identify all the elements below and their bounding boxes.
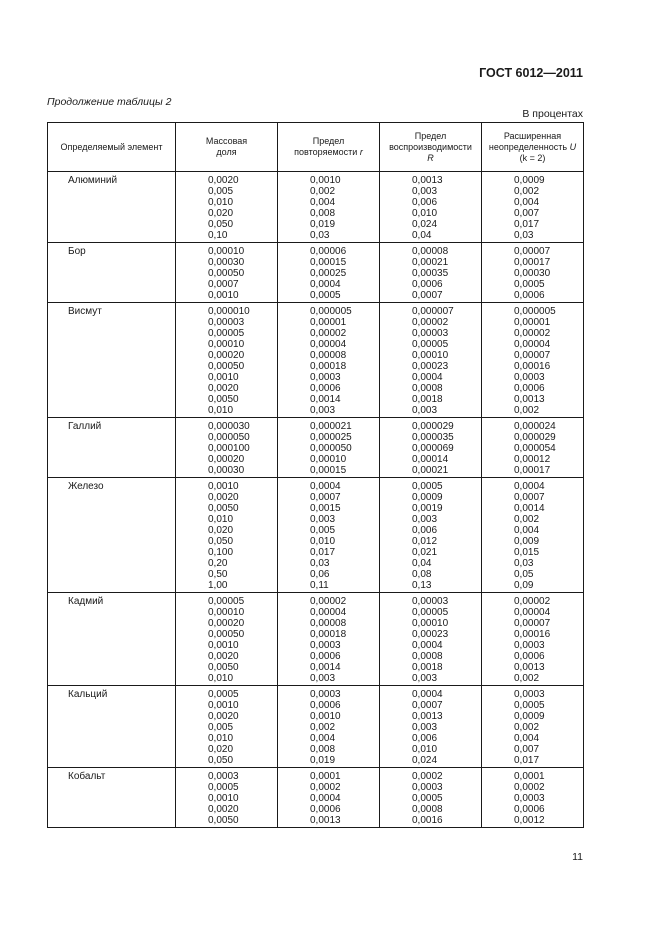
value: 0,0007 bbox=[310, 492, 341, 503]
value: 0,0004 bbox=[514, 481, 545, 492]
value: 0,000100 bbox=[208, 443, 250, 454]
value: 0,0003 bbox=[514, 372, 545, 383]
value: 0,003 bbox=[412, 405, 438, 416]
value: 0,00050 bbox=[208, 268, 245, 279]
value: 0,0005 bbox=[310, 290, 341, 301]
value: 0,00001 bbox=[310, 317, 347, 328]
header-repeatability-limit: Предел повторяемости r bbox=[278, 123, 380, 172]
value: 0,0020 bbox=[208, 711, 239, 722]
value: 0,04 bbox=[412, 230, 432, 241]
value: 0,00004 bbox=[310, 607, 347, 618]
value: 0,0006 bbox=[514, 383, 545, 394]
value: 0,00004 bbox=[514, 607, 551, 618]
reproducibility-cell bbox=[380, 768, 482, 828]
value: 0,003 bbox=[412, 722, 438, 733]
value: 0,000030 bbox=[208, 421, 250, 432]
value: 0,007 bbox=[514, 208, 540, 219]
value: 0,00003 bbox=[412, 596, 449, 607]
header-element: Определяемый элемент bbox=[48, 123, 176, 172]
value: 0,012 bbox=[412, 536, 438, 547]
value: 0,0010 bbox=[310, 175, 341, 186]
element-name-cell: Кобальт bbox=[48, 768, 176, 828]
value: 0,00021 bbox=[412, 257, 449, 268]
value: 0,015 bbox=[514, 547, 540, 558]
value: 0,0004 bbox=[310, 279, 341, 290]
value: 0,03 bbox=[514, 558, 534, 569]
value: 0,00017 bbox=[514, 257, 551, 268]
mass-fraction-cell bbox=[176, 593, 278, 686]
mass-fraction-cell bbox=[176, 243, 278, 303]
value: 0,00025 bbox=[310, 268, 347, 279]
value: 0,0001 bbox=[514, 771, 545, 782]
value: 0,03 bbox=[310, 558, 330, 569]
value: 0,0008 bbox=[412, 383, 443, 394]
value: 0,000050 bbox=[208, 432, 250, 443]
value: 0,010 bbox=[208, 733, 234, 744]
value: 0,0002 bbox=[514, 782, 545, 793]
value: 0,020 bbox=[208, 744, 234, 755]
value: 0,0020 bbox=[208, 651, 239, 662]
value: 0,003 bbox=[310, 514, 336, 525]
value: 0,05 bbox=[514, 569, 534, 580]
value: 0,100 bbox=[208, 547, 234, 558]
mass-fraction-cell bbox=[176, 768, 278, 828]
repeatability-cell bbox=[278, 768, 380, 828]
value: 0,0013 bbox=[514, 394, 545, 405]
table-row bbox=[48, 243, 584, 303]
value: 0,00002 bbox=[412, 317, 449, 328]
element-name-cell: Бор bbox=[48, 243, 176, 303]
value: 0,021 bbox=[412, 547, 438, 558]
value: 0,03 bbox=[310, 230, 330, 241]
element-name-cell: Кальций bbox=[48, 686, 176, 768]
value: 0,0013 bbox=[412, 711, 443, 722]
value: 0,003 bbox=[310, 405, 336, 416]
value: 0,0013 bbox=[514, 662, 545, 673]
value: 0,50 bbox=[208, 569, 228, 580]
value: 0,0006 bbox=[514, 804, 545, 815]
value: 0,00004 bbox=[514, 339, 551, 350]
value: 0,0003 bbox=[310, 689, 341, 700]
value: 0,0007 bbox=[208, 279, 239, 290]
value: 0,0020 bbox=[208, 804, 239, 815]
header-expanded-uncertainty: Расширенная неопределенность U (k = 2) bbox=[482, 123, 584, 172]
value: 0,0012 bbox=[514, 815, 545, 826]
value: 0,13 bbox=[412, 580, 432, 591]
value: 0,010 bbox=[412, 744, 438, 755]
value: 0,00004 bbox=[310, 339, 347, 350]
value: 0,002 bbox=[514, 673, 540, 684]
value: 0,017 bbox=[514, 219, 540, 230]
value: 0,010 bbox=[412, 208, 438, 219]
element-name-cell: Висмут bbox=[48, 303, 176, 418]
value: 0,000024 bbox=[514, 421, 556, 432]
value: 0,0007 bbox=[412, 290, 443, 301]
value: 0,00020 bbox=[208, 618, 245, 629]
value: 0,0003 bbox=[208, 771, 239, 782]
uncertainty-cell bbox=[482, 243, 584, 303]
value: 0,00008 bbox=[310, 350, 347, 361]
value: 0,002 bbox=[514, 514, 540, 525]
repeatability-cell bbox=[278, 686, 380, 768]
value: 0,024 bbox=[412, 219, 438, 230]
value: 0,00050 bbox=[208, 361, 245, 372]
mass-fraction-cell bbox=[176, 172, 278, 243]
value: 0,0020 bbox=[208, 492, 239, 503]
value: 0,00005 bbox=[412, 607, 449, 618]
value: 0,004 bbox=[514, 197, 540, 208]
value: 0,050 bbox=[208, 219, 234, 230]
uncertainty-cell bbox=[482, 172, 584, 243]
reproducibility-cell bbox=[380, 418, 482, 478]
value: 0,00002 bbox=[310, 596, 347, 607]
value: 0,0004 bbox=[412, 640, 443, 651]
value: 0,00017 bbox=[514, 465, 551, 476]
value: 0,008 bbox=[310, 208, 336, 219]
repeatability-cell bbox=[278, 172, 380, 243]
value: 0,03 bbox=[514, 230, 534, 241]
value: 0,00023 bbox=[412, 361, 449, 372]
value: 0,00012 bbox=[514, 454, 551, 465]
value: 0,00001 bbox=[514, 317, 551, 328]
value: 0,006 bbox=[412, 197, 438, 208]
units-note: В процентах bbox=[522, 108, 583, 120]
uncertainty-cell bbox=[482, 418, 584, 478]
value: 0,000029 bbox=[514, 432, 556, 443]
value: 0,00010 bbox=[412, 618, 449, 629]
value: 0,00002 bbox=[310, 328, 347, 339]
value: 0,0010 bbox=[208, 700, 239, 711]
value: 0,00008 bbox=[412, 246, 449, 257]
value: 0,000007 bbox=[412, 306, 454, 317]
value: 0,006 bbox=[412, 525, 438, 536]
value: 0,0010 bbox=[208, 640, 239, 651]
value: 0,0050 bbox=[208, 394, 239, 405]
value: 0,00007 bbox=[514, 350, 551, 361]
value: 0,005 bbox=[310, 525, 336, 536]
value: 0,0018 bbox=[412, 662, 443, 673]
table-row bbox=[48, 686, 584, 768]
value: 0,0006 bbox=[412, 279, 443, 290]
value: 0,004 bbox=[310, 197, 336, 208]
value: 0,00020 bbox=[208, 454, 245, 465]
value: 0,0005 bbox=[208, 689, 239, 700]
value: 0,0010 bbox=[310, 711, 341, 722]
uncertainty-cell bbox=[482, 303, 584, 418]
value: 0,003 bbox=[412, 514, 438, 525]
value: 0,00008 bbox=[310, 618, 347, 629]
value: 0,0007 bbox=[412, 700, 443, 711]
page-number: 11 bbox=[572, 851, 583, 863]
value: 0,0009 bbox=[514, 711, 545, 722]
value: 0,00010 bbox=[310, 454, 347, 465]
value: 0,0006 bbox=[310, 651, 341, 662]
value: 0,0020 bbox=[208, 383, 239, 394]
uncertainty-cell bbox=[482, 593, 584, 686]
value: 0,0003 bbox=[514, 793, 545, 804]
value: 0,008 bbox=[310, 744, 336, 755]
element-name-cell: Галлий bbox=[48, 418, 176, 478]
value: 0,0005 bbox=[412, 481, 443, 492]
value: 0,019 bbox=[310, 755, 336, 766]
element-name-cell: Кадмий bbox=[48, 593, 176, 686]
value: 0,00005 bbox=[208, 596, 245, 607]
value: 0,0008 bbox=[412, 651, 443, 662]
value: 0,0006 bbox=[310, 804, 341, 815]
value: 0,0015 bbox=[310, 503, 341, 514]
value: 0,0014 bbox=[310, 394, 341, 405]
value: 0,0050 bbox=[208, 815, 239, 826]
value: 0,00007 bbox=[514, 618, 551, 629]
value: 0,000021 bbox=[310, 421, 352, 432]
value: 0,0002 bbox=[310, 782, 341, 793]
value: 0,0010 bbox=[208, 481, 239, 492]
value: 0,06 bbox=[310, 569, 330, 580]
value: 0,0004 bbox=[412, 689, 443, 700]
value: 0,0006 bbox=[310, 700, 341, 711]
value: 0,00018 bbox=[310, 629, 347, 640]
table-row bbox=[48, 593, 584, 686]
value: 0,003 bbox=[310, 673, 336, 684]
value: 0,000005 bbox=[310, 306, 352, 317]
value: 0,00014 bbox=[412, 454, 449, 465]
value: 0,00018 bbox=[310, 361, 347, 372]
header-reproducibility-limit: Предел воспроизводимости R bbox=[380, 123, 482, 172]
value: 0,000054 bbox=[514, 443, 556, 454]
value: 0,00030 bbox=[514, 268, 551, 279]
value: 0,00050 bbox=[208, 629, 245, 640]
value: 0,0010 bbox=[208, 290, 239, 301]
value: 0,00005 bbox=[412, 339, 449, 350]
value: 0,10 bbox=[208, 230, 228, 241]
value: 0,00007 bbox=[514, 246, 551, 257]
value: 0,0006 bbox=[310, 383, 341, 394]
value: 0,000005 bbox=[514, 306, 556, 317]
value: 0,000010 bbox=[208, 306, 250, 317]
value: 0,00003 bbox=[208, 317, 245, 328]
reproducibility-cell bbox=[380, 478, 482, 593]
value: 0,010 bbox=[208, 673, 234, 684]
value: 0,00020 bbox=[208, 350, 245, 361]
value: 0,0009 bbox=[514, 175, 545, 186]
value: 0,0008 bbox=[412, 804, 443, 815]
value: 0,0005 bbox=[208, 782, 239, 793]
value: 0,0050 bbox=[208, 662, 239, 673]
repeatability-cell bbox=[278, 243, 380, 303]
mass-fraction-cell bbox=[176, 418, 278, 478]
table-continuation-caption: Продолжение таблицы 2 bbox=[47, 96, 172, 108]
value: 0,050 bbox=[208, 536, 234, 547]
repeatability-cell bbox=[278, 593, 380, 686]
value: 0,003 bbox=[412, 186, 438, 197]
value: 0,004 bbox=[514, 525, 540, 536]
value: 0,0005 bbox=[514, 279, 545, 290]
value: 0,0014 bbox=[514, 503, 545, 514]
value: 0,0003 bbox=[514, 640, 545, 651]
value: 0,000029 bbox=[412, 421, 454, 432]
value: 0,0002 bbox=[412, 771, 443, 782]
value: 0,0010 bbox=[208, 372, 239, 383]
value: 0,000035 bbox=[412, 432, 454, 443]
value: 0,20 bbox=[208, 558, 228, 569]
reproducibility-cell bbox=[380, 686, 482, 768]
value: 0,0050 bbox=[208, 503, 239, 514]
value: 0,000050 bbox=[310, 443, 352, 454]
value: 0,0020 bbox=[208, 175, 239, 186]
value: 0,00023 bbox=[412, 629, 449, 640]
value: 0,09 bbox=[514, 580, 534, 591]
value: 0,000025 bbox=[310, 432, 352, 443]
value: 0,0018 bbox=[412, 394, 443, 405]
value: 0,010 bbox=[208, 405, 234, 416]
value: 0,00030 bbox=[208, 257, 245, 268]
value: 0,00030 bbox=[208, 465, 245, 476]
value: 0,009 bbox=[514, 536, 540, 547]
value: 0,0010 bbox=[208, 793, 239, 804]
value: 0,0003 bbox=[310, 372, 341, 383]
results-table bbox=[47, 122, 584, 828]
value: 0,017 bbox=[514, 755, 540, 766]
value: 0,002 bbox=[514, 186, 540, 197]
reproducibility-cell bbox=[380, 243, 482, 303]
value: 0,00006 bbox=[310, 246, 347, 257]
element-name-cell: Железо bbox=[48, 478, 176, 593]
mass-fraction-cell bbox=[176, 686, 278, 768]
value: 0,020 bbox=[208, 525, 234, 536]
value: 0,00035 bbox=[412, 268, 449, 279]
value: 0,002 bbox=[310, 722, 336, 733]
value: 0,00016 bbox=[514, 629, 551, 640]
header-mass-fraction: Массовая доля bbox=[176, 123, 278, 172]
value: 0,010 bbox=[208, 514, 234, 525]
value: 0,050 bbox=[208, 755, 234, 766]
reproducibility-cell bbox=[380, 303, 482, 418]
value: 0,0006 bbox=[514, 290, 545, 301]
value: 0,024 bbox=[412, 755, 438, 766]
value: 0,00010 bbox=[208, 246, 245, 257]
value: 0,0005 bbox=[514, 700, 545, 711]
value: 0,005 bbox=[208, 722, 234, 733]
standard-designation: ГОСТ 6012—2011 bbox=[479, 66, 583, 80]
table-row bbox=[48, 172, 584, 243]
value: 0,00021 bbox=[412, 465, 449, 476]
value: 0,002 bbox=[310, 186, 336, 197]
value: 0,0019 bbox=[412, 503, 443, 514]
reproducibility-cell bbox=[380, 172, 482, 243]
value: 0,005 bbox=[208, 186, 234, 197]
mass-fraction-cell bbox=[176, 478, 278, 593]
table-header-row bbox=[48, 123, 584, 172]
value: 0,0006 bbox=[514, 651, 545, 662]
value: 0,002 bbox=[514, 722, 540, 733]
value: 0,0004 bbox=[310, 481, 341, 492]
value: 0,00010 bbox=[208, 607, 245, 618]
value: 0,00015 bbox=[310, 465, 347, 476]
value: 0,04 bbox=[412, 558, 432, 569]
value: 0,010 bbox=[310, 536, 336, 547]
value: 0,11 bbox=[310, 580, 329, 591]
value: 0,0009 bbox=[412, 492, 443, 503]
value: 0,00010 bbox=[208, 339, 245, 350]
value: 0,003 bbox=[412, 673, 438, 684]
value: 0,0003 bbox=[412, 782, 443, 793]
value: 0,002 bbox=[514, 405, 540, 416]
value: 0,00010 bbox=[412, 350, 449, 361]
value: 0,004 bbox=[514, 733, 540, 744]
value: 0,00016 bbox=[514, 361, 551, 372]
value: 0,000069 bbox=[412, 443, 454, 454]
value: 1,00 bbox=[208, 580, 228, 591]
value: 0,010 bbox=[208, 197, 234, 208]
table-row bbox=[48, 418, 584, 478]
value: 0,0001 bbox=[310, 771, 341, 782]
value: 0,017 bbox=[310, 547, 336, 558]
value: 0,0016 bbox=[412, 815, 443, 826]
value: 0,00005 bbox=[208, 328, 245, 339]
uncertainty-cell bbox=[482, 768, 584, 828]
repeatability-cell bbox=[278, 303, 380, 418]
value: 0,0005 bbox=[412, 793, 443, 804]
value: 0,08 bbox=[412, 569, 432, 580]
repeatability-cell bbox=[278, 478, 380, 593]
value: 0,007 bbox=[514, 744, 540, 755]
value: 0,004 bbox=[310, 733, 336, 744]
mass-fraction-cell bbox=[176, 303, 278, 418]
value: 0,0003 bbox=[514, 689, 545, 700]
value: 0,00015 bbox=[310, 257, 347, 268]
value: 0,0003 bbox=[310, 640, 341, 651]
value: 0,00002 bbox=[514, 328, 551, 339]
reproducibility-cell bbox=[380, 593, 482, 686]
value: 0,0004 bbox=[310, 793, 341, 804]
value: 0,019 bbox=[310, 219, 336, 230]
repeatability-cell bbox=[278, 418, 380, 478]
value: 0,0013 bbox=[310, 815, 341, 826]
uncertainty-cell bbox=[482, 478, 584, 593]
value: 0,0013 bbox=[412, 175, 443, 186]
value: 0,0007 bbox=[514, 492, 545, 503]
table-row bbox=[48, 478, 584, 593]
table-row bbox=[48, 303, 584, 418]
value: 0,00002 bbox=[514, 596, 551, 607]
value: 0,0004 bbox=[412, 372, 443, 383]
value: 0,006 bbox=[412, 733, 438, 744]
table-row bbox=[48, 768, 584, 828]
uncertainty-cell bbox=[482, 686, 584, 768]
value: 0,020 bbox=[208, 208, 234, 219]
element-name-cell: Алюминий bbox=[48, 172, 176, 243]
value: 0,0014 bbox=[310, 662, 341, 673]
value: 0,00003 bbox=[412, 328, 449, 339]
